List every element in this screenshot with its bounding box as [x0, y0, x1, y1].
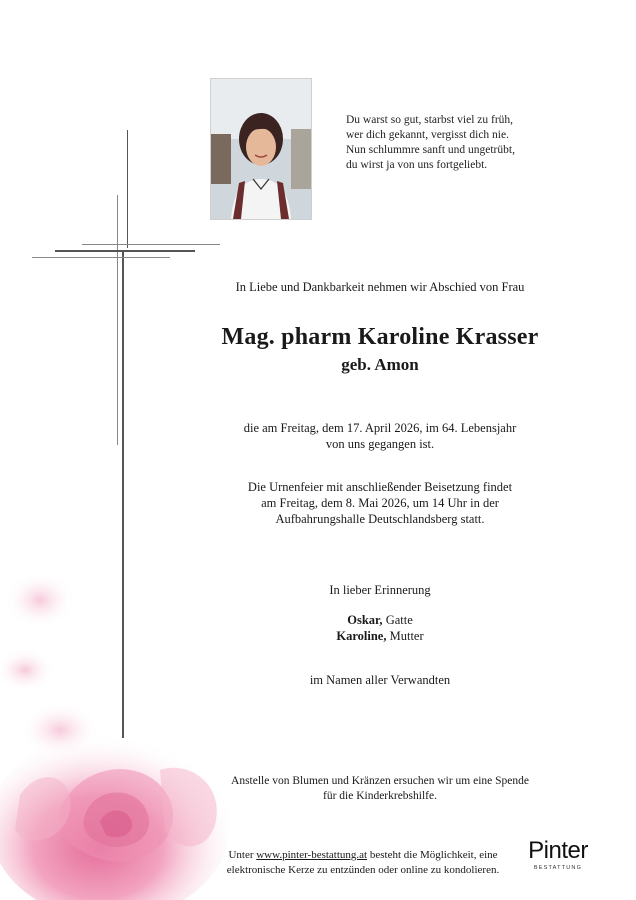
cross-vertical-top	[127, 130, 128, 248]
mourner-relation: Mutter	[389, 629, 424, 643]
cross-horizontal-low	[32, 257, 170, 258]
poem-line: Nun schlummre sanft und ungetrübt,	[346, 144, 515, 156]
death-line: von uns gegangen ist.	[325, 437, 435, 451]
cross-horizontal-main	[55, 250, 195, 252]
mourner-name: Oskar,	[347, 613, 383, 627]
poem-line: du wirst ja von uns fortgeliebt.	[346, 159, 488, 171]
portrait-photo	[210, 78, 312, 220]
mourner-name: Karoline,	[336, 629, 387, 643]
poem-line: Du warst so gut, starbst viel zu früh,	[346, 114, 514, 126]
footer-note	[218, 848, 508, 878]
pinter-logo	[516, 838, 600, 871]
ceremony-line: am Freitag, dem 8. Mai 2026, um 14 Uhr in der	[261, 496, 499, 510]
logo-brand: Pinter	[528, 837, 588, 864]
mourner-relation: Gatte	[385, 613, 413, 627]
logo-subtitle: BESTATTUNG	[533, 865, 583, 871]
website-link[interactable]: www.pinter-bestattung.at	[256, 849, 368, 861]
poem-line: wer dich gekannt, vergisst dich nie.	[346, 129, 509, 141]
deceased-name: Mag. pharm Karoline Krasser	[221, 324, 539, 350]
cross-vertical-thin	[117, 195, 118, 445]
maiden-name: geb. Amon	[341, 355, 419, 374]
donation-line: für die Kinderkrebshilfe.	[322, 790, 437, 802]
cross-horizontal-top	[82, 244, 220, 245]
mourner	[160, 628, 600, 644]
donation-line: Anstelle von Blumen und Kränzen ersuchen wir um eine Spende	[231, 775, 529, 787]
ceremony-info	[160, 479, 600, 527]
death-info	[160, 420, 600, 452]
mourner	[160, 612, 600, 628]
poem	[346, 113, 586, 173]
rose-decoration	[0, 560, 240, 900]
footer-suffix: besteht die Möglichkeit, eine	[369, 849, 498, 861]
footer-line	[218, 848, 508, 863]
ceremony-line: Aufbahrungshalle Deutschlandsberg statt.	[275, 512, 485, 526]
footer-prefix: Unter	[228, 849, 254, 861]
relatives-text: im Namen aller Verwandten	[309, 673, 451, 687]
death-line: die am Freitag, dem 17. April 2026, im 64. Lebensjahr	[243, 421, 517, 435]
portrait-image	[211, 79, 311, 219]
ceremony-line: Die Urnenfeier mit anschließender Beisetzung findet	[247, 480, 513, 494]
intro-text: In Liebe und Dankbarkeit nehmen wir Abschied von Frau	[235, 280, 525, 294]
mourner-list	[160, 612, 600, 644]
donation-request	[160, 774, 600, 804]
cross-vertical-main	[122, 250, 124, 738]
footer-line-2: elektronische Kerze zu entzünden oder online zu kondolieren.	[226, 864, 500, 876]
memory-heading: In lieber Erinnerung	[329, 583, 431, 597]
